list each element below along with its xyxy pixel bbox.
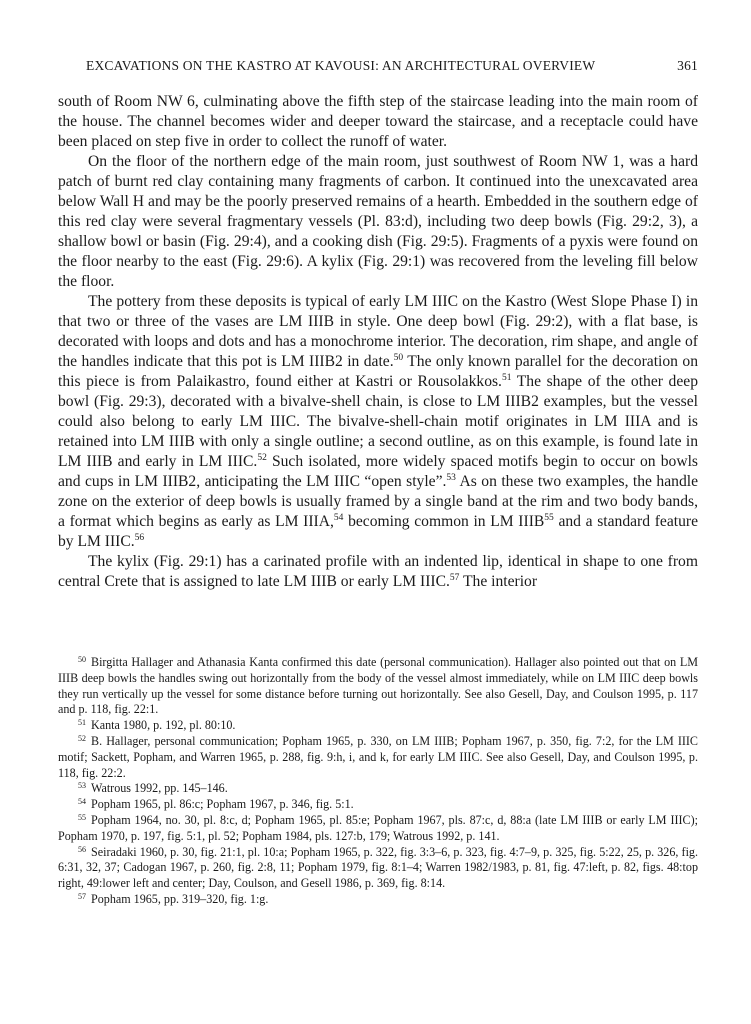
paragraph-text: becoming common in LM IIIB: [343, 513, 545, 530]
footnote-number: 52: [78, 733, 86, 743]
footnote-text: Seiradaki 1960, p. 30, fig. 21:1, pl. 10:a; Popham 1965, p. 322, fig. 3:3–6, p. 323, fig. 4:7–9, p. 325, fig. 5:22, 25, p. 326, fig. 6:31, 32, 37; Cadogan 1967, p. 260, fig. 2:8, 11; Popham 1979, fig. 8:1–4; Warren 1982/1983, p. 81, fig. 47:left, p. 82, figs. 48:top right, 49:lower left and center; Day, Coulson, and Gesell 1986, p. 369, fig. 8:14.: [58, 844, 698, 891]
paragraph-text: As on these two examples, the handle zone on the exterior of deep bowls is usually framed by a single band at the rim and two body bands, a format which begins as early as LM IIIA,: [58, 473, 698, 530]
footnote-reference[interactable]: 56: [134, 533, 145, 543]
document-page: [58, 0, 698, 1024]
footnote-reference[interactable]: 54: [333, 513, 344, 523]
paragraph-text: The shape of the other deep bowl (Fig. 29:3), decorated with a bivalve-shell chain, is close to LM IIIB2 examples, but the vessel could also belong to early LM IIIC. The bivalve-shell-chain motif originates in LM IIIA and is retained into LM IIIB with only a single outline; a second outline, as on this example, is found late in LM IIIB and early in LM IIIC.: [58, 373, 698, 470]
footnotes: [58, 655, 698, 908]
footnote-number: 54: [78, 797, 86, 807]
footnote-reference[interactable]: 57: [449, 573, 460, 583]
running-header: [86, 58, 698, 74]
footnote-number: 53: [78, 781, 86, 791]
footnote: [58, 734, 698, 781]
footnote: [58, 845, 698, 892]
footnote-text: Watrous 1992, pp. 145–146.: [91, 781, 228, 796]
body-paragraph: [58, 552, 698, 592]
paragraph-text: The only known parallel for the decoration on this piece is from Palaikastro, found either at Kastri or Rousolakkos.: [58, 353, 698, 390]
footnote-number: 50: [78, 655, 86, 664]
footnote-text: Kanta 1980, p. 192, pl. 80:10.: [91, 718, 236, 733]
paragraph-text: south of Room NW 6, culminating above the fifth step of the staircase leading into the main room of the house. The channel becomes wider and deeper toward the staircase, and a receptacle could have been placed on step five in order to collect the runoff of water.: [58, 93, 698, 150]
footnote-reference[interactable]: 52: [257, 453, 267, 463]
footnote-text: Popham 1965, pp. 319–320, fig. 1:g.: [91, 891, 269, 906]
footnote-text: Popham 1965, pl. 86:c; Popham 1967, p. 346, fig. 5:1.: [91, 797, 354, 812]
paragraph-text: The pottery from these deposits is typical of early LM IIIC on the Kastro (West Slope Phase I) in that two or three of the vases are LM IIIB in style. One deep bowl (Fig. 29:2), with a flat base, is decorated with loops and dots and has a monochrome interior. The decoration, rim shape, and angle of the handles indicate that this pot is LM IIIB2 in date.: [58, 293, 698, 370]
footnote-text: Birgitta Hallager and Athanasia Kanta confirmed this date (personal communication). Hallager also pointed out that on LM IIIB deep bowls the handles swing out horizontally from the body of the vessel almost immediately, while on LM IIIC deep bowls they run vertically up the vessel for some distance before turning out horizontally. See also Gesell, Day, and Coulson 1995, p. 117 and p. 118, fig. 22:1.: [58, 655, 698, 717]
footnote: [58, 655, 698, 718]
paragraph-text: and a standard feature by LM IIIC.: [58, 513, 698, 550]
paragraph-text: The interior: [459, 573, 538, 590]
body-paragraph: [58, 152, 698, 292]
footnote: [58, 781, 698, 797]
footnote-reference[interactable]: 51: [501, 373, 512, 383]
footnote: [58, 797, 698, 813]
footnote-text: B. Hallager, personal communication; Popham 1965, p. 330, on LM IIIB; Popham 1967, p. 350, fig. 7:2, for the LM IIIC motif; Sackett, Popham, and Warren 1965, p. 288, fig. 9:h, i, and k, for early LM IIIC. See also Gesell, Day, and Coulson 1995, p. 118, fig. 22:2.: [58, 733, 698, 780]
footnote-reference[interactable]: 53: [446, 473, 456, 483]
footnote-text: Popham 1964, no. 30, pl. 8:c, d; Popham 1965, pl. 85:e; Popham 1967, pls. 87:c, d, 88:a (late LM IIIB or early LM IIIC); Popham 1970, p. 197, fig. 5:1, pl. 52; Popham 1984, pls. 127:b, 179; Watrous 1992, p. 141.: [58, 812, 698, 843]
paragraph-text: On the floor of the northern edge of the main room, just southwest of Room NW 1, was a hard patch of burnt red clay containing many fragments of carbon. It continued into the unexcavated area below Wall H and may be the poorly preserved remains of a hearth. Embedded in the southern edge of this red clay were several fragmentary vessels (Pl. 83:d), including two deep bowls (Fig. 29:2, 3), a shallow bowl or basin (Fig. 29:4), and a cooking dish (Fig. 29:5). Fragments of a pyxis were found on the floor nearby to the east (Fig. 29:6). A kylix (Fig. 29:1) was recovered from the leveling fill below the floor.: [58, 153, 698, 290]
paragraph-text: The kylix (Fig. 29:1) has a carinated profile with an indented lip, identical in shape to one from central Crete that is assigned to late LM IIIB or early LM IIIC.: [58, 553, 698, 590]
footnote-number: 51: [78, 718, 86, 728]
body-paragraph: [58, 292, 698, 552]
paragraph-text: Such isolated, more widely spaced motifs begin to occur on bowls and cups in LM IIIB2, anticipating the LM IIIC “open style”.: [58, 453, 698, 490]
footnote-reference[interactable]: 50: [393, 353, 404, 363]
footnote: [58, 718, 698, 734]
body-paragraph: [58, 92, 698, 152]
footnote-reference[interactable]: 55: [544, 513, 554, 523]
footnote-number: 56: [78, 844, 86, 854]
footnote-number: 55: [78, 812, 86, 822]
footnote: [58, 813, 698, 845]
page-number: 361: [677, 58, 698, 73]
footnote-number: 57: [78, 891, 86, 901]
footnote: [58, 892, 698, 908]
running-title: EXCAVATIONS ON THE KASTRO AT KAVOUSI: AN ARCHITECTURAL OVERVIEW: [86, 58, 596, 73]
body-text: [58, 92, 698, 592]
